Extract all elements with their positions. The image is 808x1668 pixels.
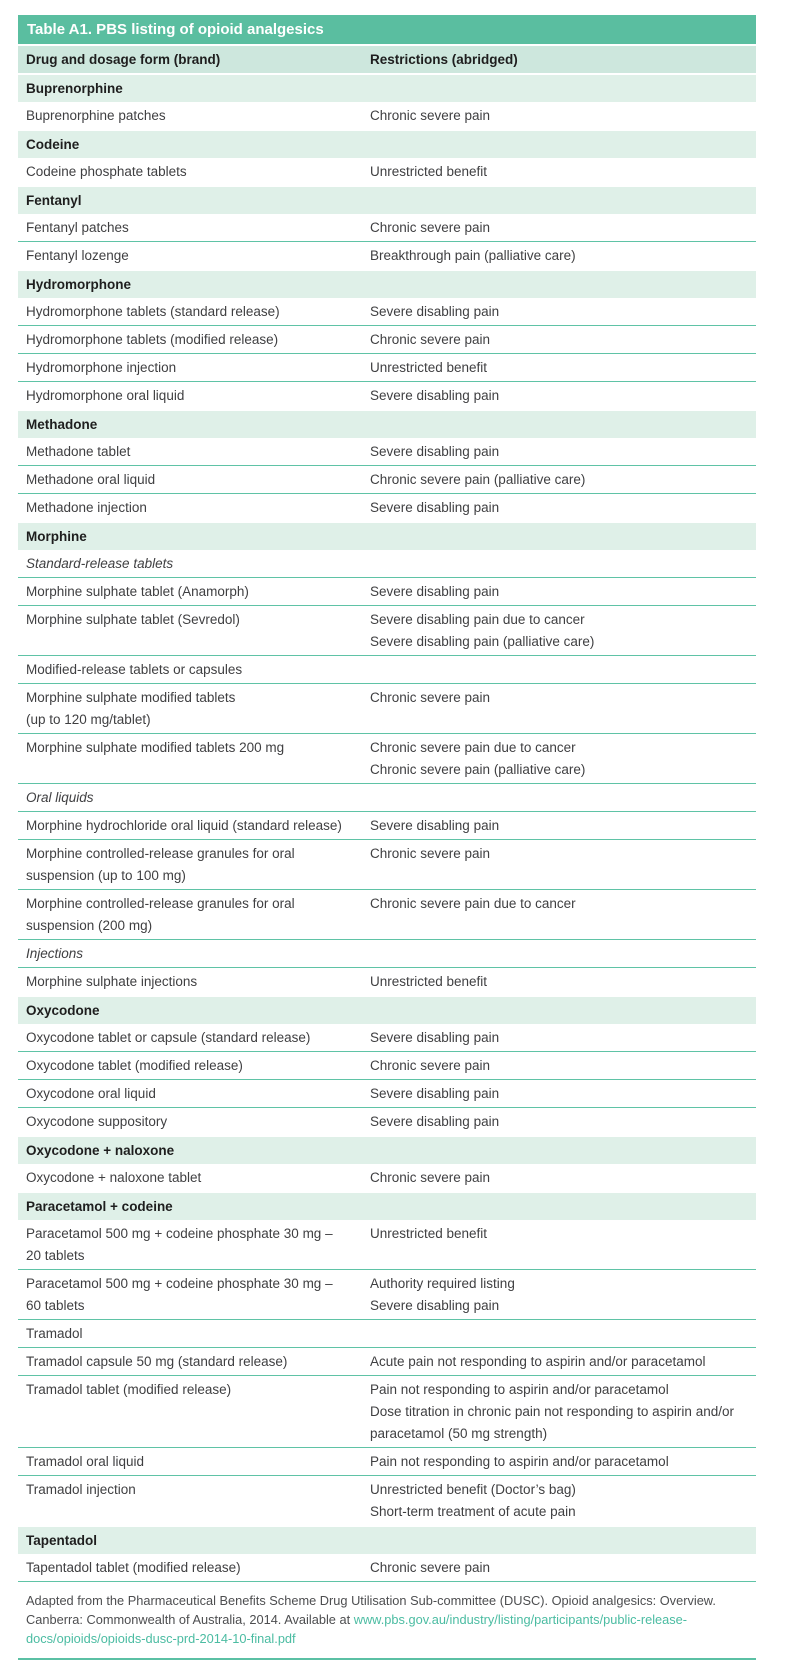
restriction-line: Chronic severe pain due to cancer: [370, 740, 576, 755]
restriction-cell: [370, 971, 756, 993]
drug-line: Morphine sulphate injections: [26, 974, 198, 989]
subheader-label: Injections: [26, 946, 84, 961]
restriction-cell: [370, 1273, 756, 1317]
section-header-label: Fentanyl: [26, 193, 82, 208]
restriction-line: Severe disabling pain: [370, 444, 500, 459]
section-header-row: [18, 271, 756, 298]
drug-line: Oxycodone + naloxone tablet: [26, 1170, 202, 1185]
subheader-label: Modified-release tablets or capsules: [26, 662, 243, 677]
restriction-cell: [370, 687, 756, 731]
restriction-cell: [370, 1379, 756, 1445]
drug-cell: [18, 581, 370, 603]
restriction-line: Unrestricted benefit: [370, 1226, 488, 1241]
restriction-line: Chronic severe pain: [370, 690, 491, 705]
drug-line: 20 tablets: [26, 1248, 85, 1263]
drug-line: Hydromorphone tablets (modified release): [26, 332, 279, 347]
drug-row: [18, 1476, 756, 1525]
restriction-line: Severe disabling pain: [370, 1114, 500, 1129]
drug-line: (up to 120 mg/tablet): [26, 712, 151, 727]
section-header-row: [18, 523, 756, 550]
drug-cell: [18, 893, 370, 937]
drug-row: [18, 1052, 756, 1080]
drug-line: Tramadol capsule 50 mg (standard release): [26, 1354, 288, 1369]
drug-line: Paracetamol 500 mg + codeine phosphate 30 mg –: [26, 1276, 333, 1291]
drug-row: [18, 298, 756, 326]
drug-cell: [18, 815, 370, 837]
restriction-line: Chronic severe pain: [370, 108, 491, 123]
drug-line: Tramadol oral liquid: [26, 1454, 145, 1469]
drug-cell: [18, 1027, 370, 1049]
restriction-line: Chronic severe pain: [370, 1170, 491, 1185]
subheader-row: [18, 940, 756, 968]
drug-row: [18, 1554, 756, 1582]
drug-line: Methadone injection: [26, 500, 147, 515]
table-body: [18, 75, 756, 1582]
subheader-label: Oral liquids: [26, 790, 94, 805]
section-header-label: Codeine: [26, 137, 80, 152]
drug-row: [18, 158, 756, 185]
drug-row: [18, 326, 756, 354]
restriction-line: Unrestricted benefit: [370, 164, 488, 179]
restriction-cell: [370, 161, 756, 183]
restriction-cell: [370, 497, 756, 519]
restriction-cell: [370, 245, 756, 267]
restriction-cell: [370, 469, 756, 491]
drug-line: Buprenorphine patches: [26, 108, 166, 123]
drug-row: [18, 812, 756, 840]
restriction-cell: [370, 609, 756, 653]
drug-row: [18, 354, 756, 382]
restriction-cell: [370, 1111, 756, 1133]
drug-cell: [18, 1223, 370, 1267]
drug-line: Methadone tablet: [26, 444, 131, 459]
restriction-line: Severe disabling pain: [370, 818, 500, 833]
drug-row: [18, 1164, 756, 1191]
drug-cell: [18, 843, 370, 887]
drug-line: Tramadol injection: [26, 1482, 136, 1497]
section-header-label: Oxycodone + naloxone: [26, 1143, 175, 1158]
restriction-line: Short-term treatment of acute pain: [370, 1504, 576, 1519]
restriction-cell: [370, 1027, 756, 1049]
section-header-row: [18, 1527, 756, 1554]
restriction-line: Unrestricted benefit: [370, 974, 488, 989]
restriction-cell: [370, 843, 756, 887]
drug-row: [18, 1348, 756, 1376]
restriction-cell: [370, 441, 756, 463]
drug-row: [18, 1270, 756, 1320]
restriction-cell: [370, 1351, 756, 1373]
drug-cell: [18, 609, 370, 653]
restriction-line: Unrestricted benefit: [370, 360, 488, 375]
drug-line: suspension (200 mg): [26, 918, 153, 933]
drug-cell: [18, 1379, 370, 1445]
drug-line: Fentanyl lozenge: [26, 248, 129, 263]
drug-row: [18, 1080, 756, 1108]
restriction-line: Severe disabling pain: [370, 304, 500, 319]
restriction-line: Acute pain not responding to aspirin and/or paracetamol: [370, 1354, 706, 1369]
drug-row: [18, 1376, 756, 1448]
restriction-cell: [370, 581, 756, 603]
restriction-line: Unrestricted benefit (Doctor’s bag): [370, 1482, 576, 1497]
drug-cell: [18, 105, 370, 127]
drug-row: [18, 1108, 756, 1135]
column-header-row: [18, 46, 756, 73]
section-header-row: [18, 131, 756, 158]
subheader-label: Standard-release tablets: [26, 556, 174, 571]
restriction-line: Severe disabling pain: [370, 500, 500, 515]
drug-cell: [18, 1111, 370, 1133]
drug-line: Oxycodone oral liquid: [26, 1086, 156, 1101]
section-header-label: Morphine: [26, 529, 87, 544]
drug-row: [18, 466, 756, 494]
drug-row: [18, 734, 756, 784]
restriction-line: Breakthrough pain (palliative care): [370, 248, 576, 263]
drug-cell: [18, 687, 370, 731]
drug-cell: [18, 385, 370, 407]
drug-line: Morphine sulphate tablet (Sevredol): [26, 612, 240, 627]
drug-row: [18, 1024, 756, 1052]
table-footnote: [18, 1582, 756, 1660]
drug-cell: [18, 329, 370, 351]
section-header-row: [18, 1137, 756, 1164]
restriction-cell: [370, 1479, 756, 1523]
restriction-line: Chronic severe pain (palliative care): [370, 762, 586, 777]
table-title-bar: [18, 15, 756, 44]
restriction-line: Severe disabling pain (palliative care): [370, 634, 595, 649]
restriction-cell: [370, 357, 756, 379]
drug-line: Hydromorphone tablets (standard release): [26, 304, 280, 319]
drug-line: Oxycodone tablet or capsule (standard release): [26, 1030, 311, 1045]
drug-cell: [18, 737, 370, 781]
drug-line: Fentanyl patches: [26, 220, 129, 235]
section-header-row: [18, 75, 756, 102]
drug-cell: [18, 1083, 370, 1105]
drug-line: Paracetamol 500 mg + codeine phosphate 30 mg –: [26, 1226, 333, 1241]
restriction-line: Severe disabling pain: [370, 1030, 500, 1045]
section-header-label: Methadone: [26, 417, 98, 432]
drug-row: [18, 968, 756, 995]
drug-line: Morphine sulphate modified tablets 200 mg: [26, 740, 285, 755]
drug-line: Methadone oral liquid: [26, 472, 156, 487]
drug-line: Morphine hydrochloride oral liquid (standard release): [26, 818, 342, 833]
restriction-line: Chronic severe pain: [370, 1560, 491, 1575]
restriction-line: Pain not responding to aspirin and/or paracetamol: [370, 1454, 669, 1469]
restriction-cell: [370, 217, 756, 239]
subheader-label: Tramadol: [26, 1326, 83, 1341]
restriction-line: Chronic severe pain: [370, 1058, 491, 1073]
drug-line: Hydromorphone injection: [26, 360, 177, 375]
drug-row: [18, 578, 756, 606]
drug-line: 60 tablets: [26, 1298, 85, 1313]
drug-row: [18, 606, 756, 656]
section-header-label: Oxycodone: [26, 1003, 100, 1018]
drug-cell: [18, 1055, 370, 1077]
restriction-cell: [370, 1083, 756, 1105]
subheader-row: [18, 550, 756, 578]
restriction-line: Severe disabling pain: [370, 1298, 500, 1313]
restriction-line: Chronic severe pain (palliative care): [370, 472, 586, 487]
restriction-cell: [370, 1055, 756, 1077]
drug-line: Oxycodone tablet (modified release): [26, 1058, 243, 1073]
drug-cell: [18, 245, 370, 267]
drug-row: [18, 1220, 756, 1270]
restriction-cell: [370, 893, 756, 937]
footnote-link[interactable]: www.pbs.gov.au/industry/listing/participants/public-release-docs/opioids/opioids-dusc-prd-2014-10-final.pdf: [26, 1612, 688, 1646]
drug-cell: [18, 1479, 370, 1523]
footnote-text: Adapted from the Pharmaceutical Benefits Scheme Drug Utilisation Sub-committee (DUSC). Opioid analgesics: Overview. Canberra: Commonwealth of Australia, 2014. Available at: [26, 1593, 716, 1627]
drug-line: Tapentadol tablet (modified release): [26, 1560, 241, 1575]
restriction-line: Chronic severe pain due to cancer: [370, 896, 576, 911]
subheader-row: [18, 784, 756, 812]
drug-row: [18, 1448, 756, 1476]
drug-line: suspension (up to 100 mg): [26, 868, 186, 883]
restriction-line: Severe disabling pain: [370, 584, 500, 599]
restriction-line: Chronic severe pain: [370, 220, 491, 235]
section-header-row: [18, 997, 756, 1024]
drug-cell: [18, 357, 370, 379]
drug-cell: [18, 301, 370, 323]
drug-cell: [18, 161, 370, 183]
drug-line: Oxycodone suppository: [26, 1114, 168, 1129]
restriction-cell: [370, 329, 756, 351]
column-header-restrictions: Restrictions (abridged): [370, 52, 518, 67]
section-header-label: Buprenorphine: [26, 81, 123, 96]
drug-cell: [18, 217, 370, 239]
drug-line: Morphine sulphate tablet (Anamorph): [26, 584, 249, 599]
subheader-row: [18, 1320, 756, 1348]
restriction-line: Authority required listing: [370, 1276, 515, 1291]
restriction-line: Severe disabling pain: [370, 1086, 500, 1101]
drug-line: Morphine sulphate modified tablets: [26, 690, 236, 705]
restriction-cell: [370, 737, 756, 781]
section-header-row: [18, 187, 756, 214]
table-title: Table A1. PBS listing of opioid analgesics: [27, 21, 324, 38]
drug-line: Codeine phosphate tablets: [26, 164, 187, 179]
section-header-row: [18, 411, 756, 438]
drug-cell: [18, 971, 370, 993]
drug-cell: [18, 441, 370, 463]
drug-line: Hydromorphone oral liquid: [26, 388, 185, 403]
drug-cell: [18, 1557, 370, 1579]
drug-cell: [18, 1273, 370, 1317]
drug-line: Morphine controlled-release granules for oral: [26, 846, 295, 861]
drug-cell: [18, 1167, 370, 1189]
drug-row: [18, 242, 756, 269]
restriction-cell: [370, 301, 756, 323]
section-header-label: Hydromorphone: [26, 277, 132, 292]
drug-row: [18, 494, 756, 521]
restriction-line: Pain not responding to aspirin and/or paracetamol: [370, 1382, 669, 1397]
drug-row: [18, 684, 756, 734]
restriction-cell: [370, 105, 756, 127]
drug-row: [18, 840, 756, 890]
restriction-cell: [370, 385, 756, 407]
drug-row: [18, 214, 756, 242]
drug-line: Morphine controlled-release granules for oral: [26, 896, 295, 911]
restriction-line: Chronic severe pain: [370, 846, 491, 861]
column-header-drug: Drug and dosage form (brand): [26, 52, 221, 67]
restriction-cell: [370, 1223, 756, 1267]
pbs-opioid-table: [18, 15, 756, 1660]
restriction-line: Severe disabling pain: [370, 388, 500, 403]
restriction-cell: [370, 1557, 756, 1579]
drug-row: [18, 102, 756, 129]
drug-row: [18, 438, 756, 466]
section-header-label: Paracetamol + codeine: [26, 1199, 173, 1214]
restriction-cell: [370, 815, 756, 837]
drug-row: [18, 382, 756, 409]
subheader-row: [18, 656, 756, 684]
restriction-line: Chronic severe pain: [370, 332, 491, 347]
restriction-line: Severe disabling pain due to cancer: [370, 612, 585, 627]
drug-cell: [18, 497, 370, 519]
drug-line: Tramadol tablet (modified release): [26, 1382, 232, 1397]
restriction-cell: [370, 1451, 756, 1473]
section-header-label: Tapentadol: [26, 1533, 98, 1548]
drug-cell: [18, 1451, 370, 1473]
drug-cell: [18, 1351, 370, 1373]
restriction-cell: [370, 1167, 756, 1189]
restriction-line: Dose titration in chronic pain not responding to aspirin and/or paracetamol (50 mg strength): [370, 1404, 734, 1441]
section-header-row: [18, 1193, 756, 1220]
drug-cell: [18, 469, 370, 491]
drug-row: [18, 890, 756, 940]
